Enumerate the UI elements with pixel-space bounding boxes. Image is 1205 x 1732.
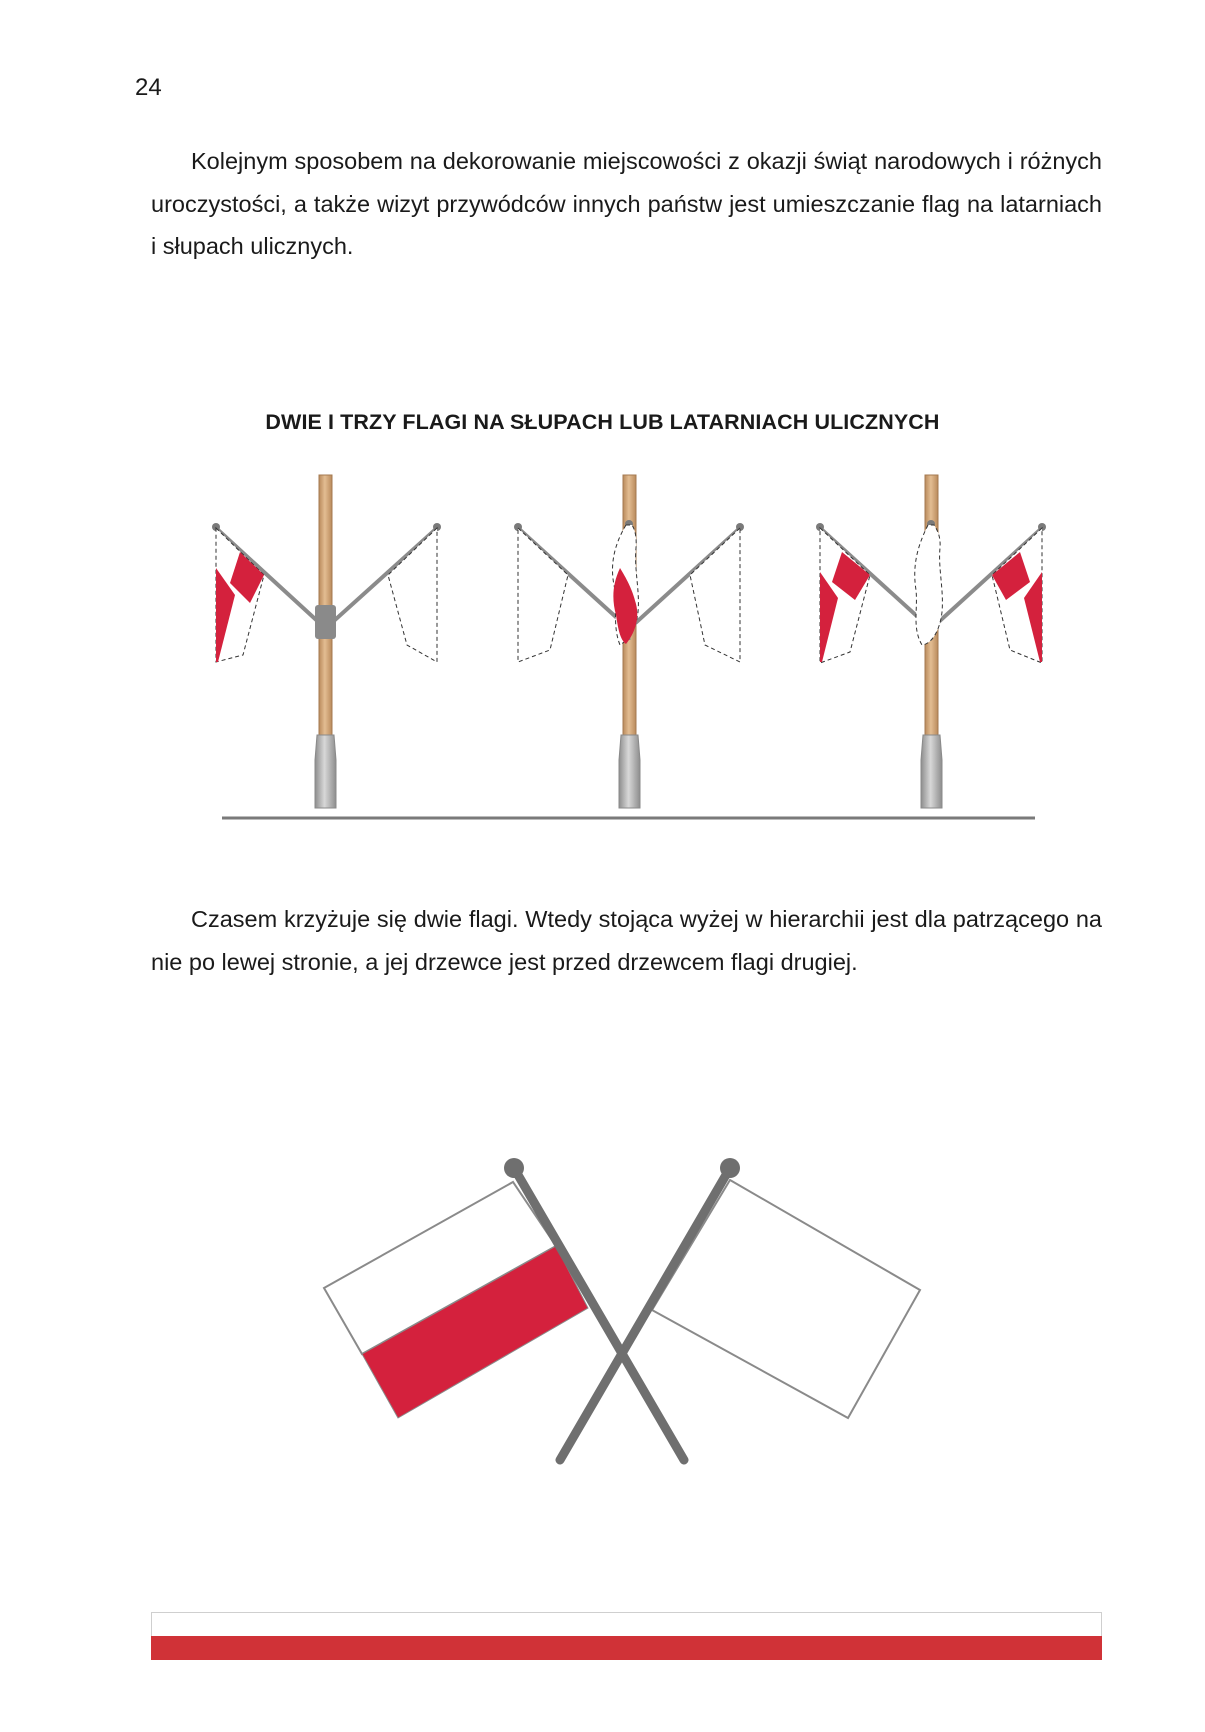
footer-band-white: [151, 1612, 1102, 1636]
street-pole-three-flags: [514, 475, 744, 808]
crossed-flags-paragraph: Czasem krzyżuje się dwie flagi. Wtedy stojąca wyżej w hierarchii jest dla patrzącego na nie po lewej stronie, a jej drzewce jest przed drzewcem flagi drugiej.: [151, 906, 1102, 975]
figure-title: DWIE I TRZY FLAGI NA SŁUPACH LUB LATARNIACH ULICZNYCH: [265, 410, 940, 434]
footer-band-red: [151, 1636, 1102, 1660]
footer-flag-band: [151, 1612, 1102, 1664]
white-flag: [652, 1180, 920, 1418]
crossed-flags: [324, 1158, 920, 1460]
page-number: 24: [135, 74, 162, 101]
street-pole-two-flags: [212, 475, 441, 808]
street-pole-three-flags-2: [816, 475, 1046, 808]
intro-paragraph: Kolejnym sposobem na dekorowanie miejscowości z okazji świąt narodowych i różnych uroczystości, a także wizyt przywódców innych państw jest umieszczanie flag na latarniach i słupach ulicznych.: [151, 148, 1102, 259]
